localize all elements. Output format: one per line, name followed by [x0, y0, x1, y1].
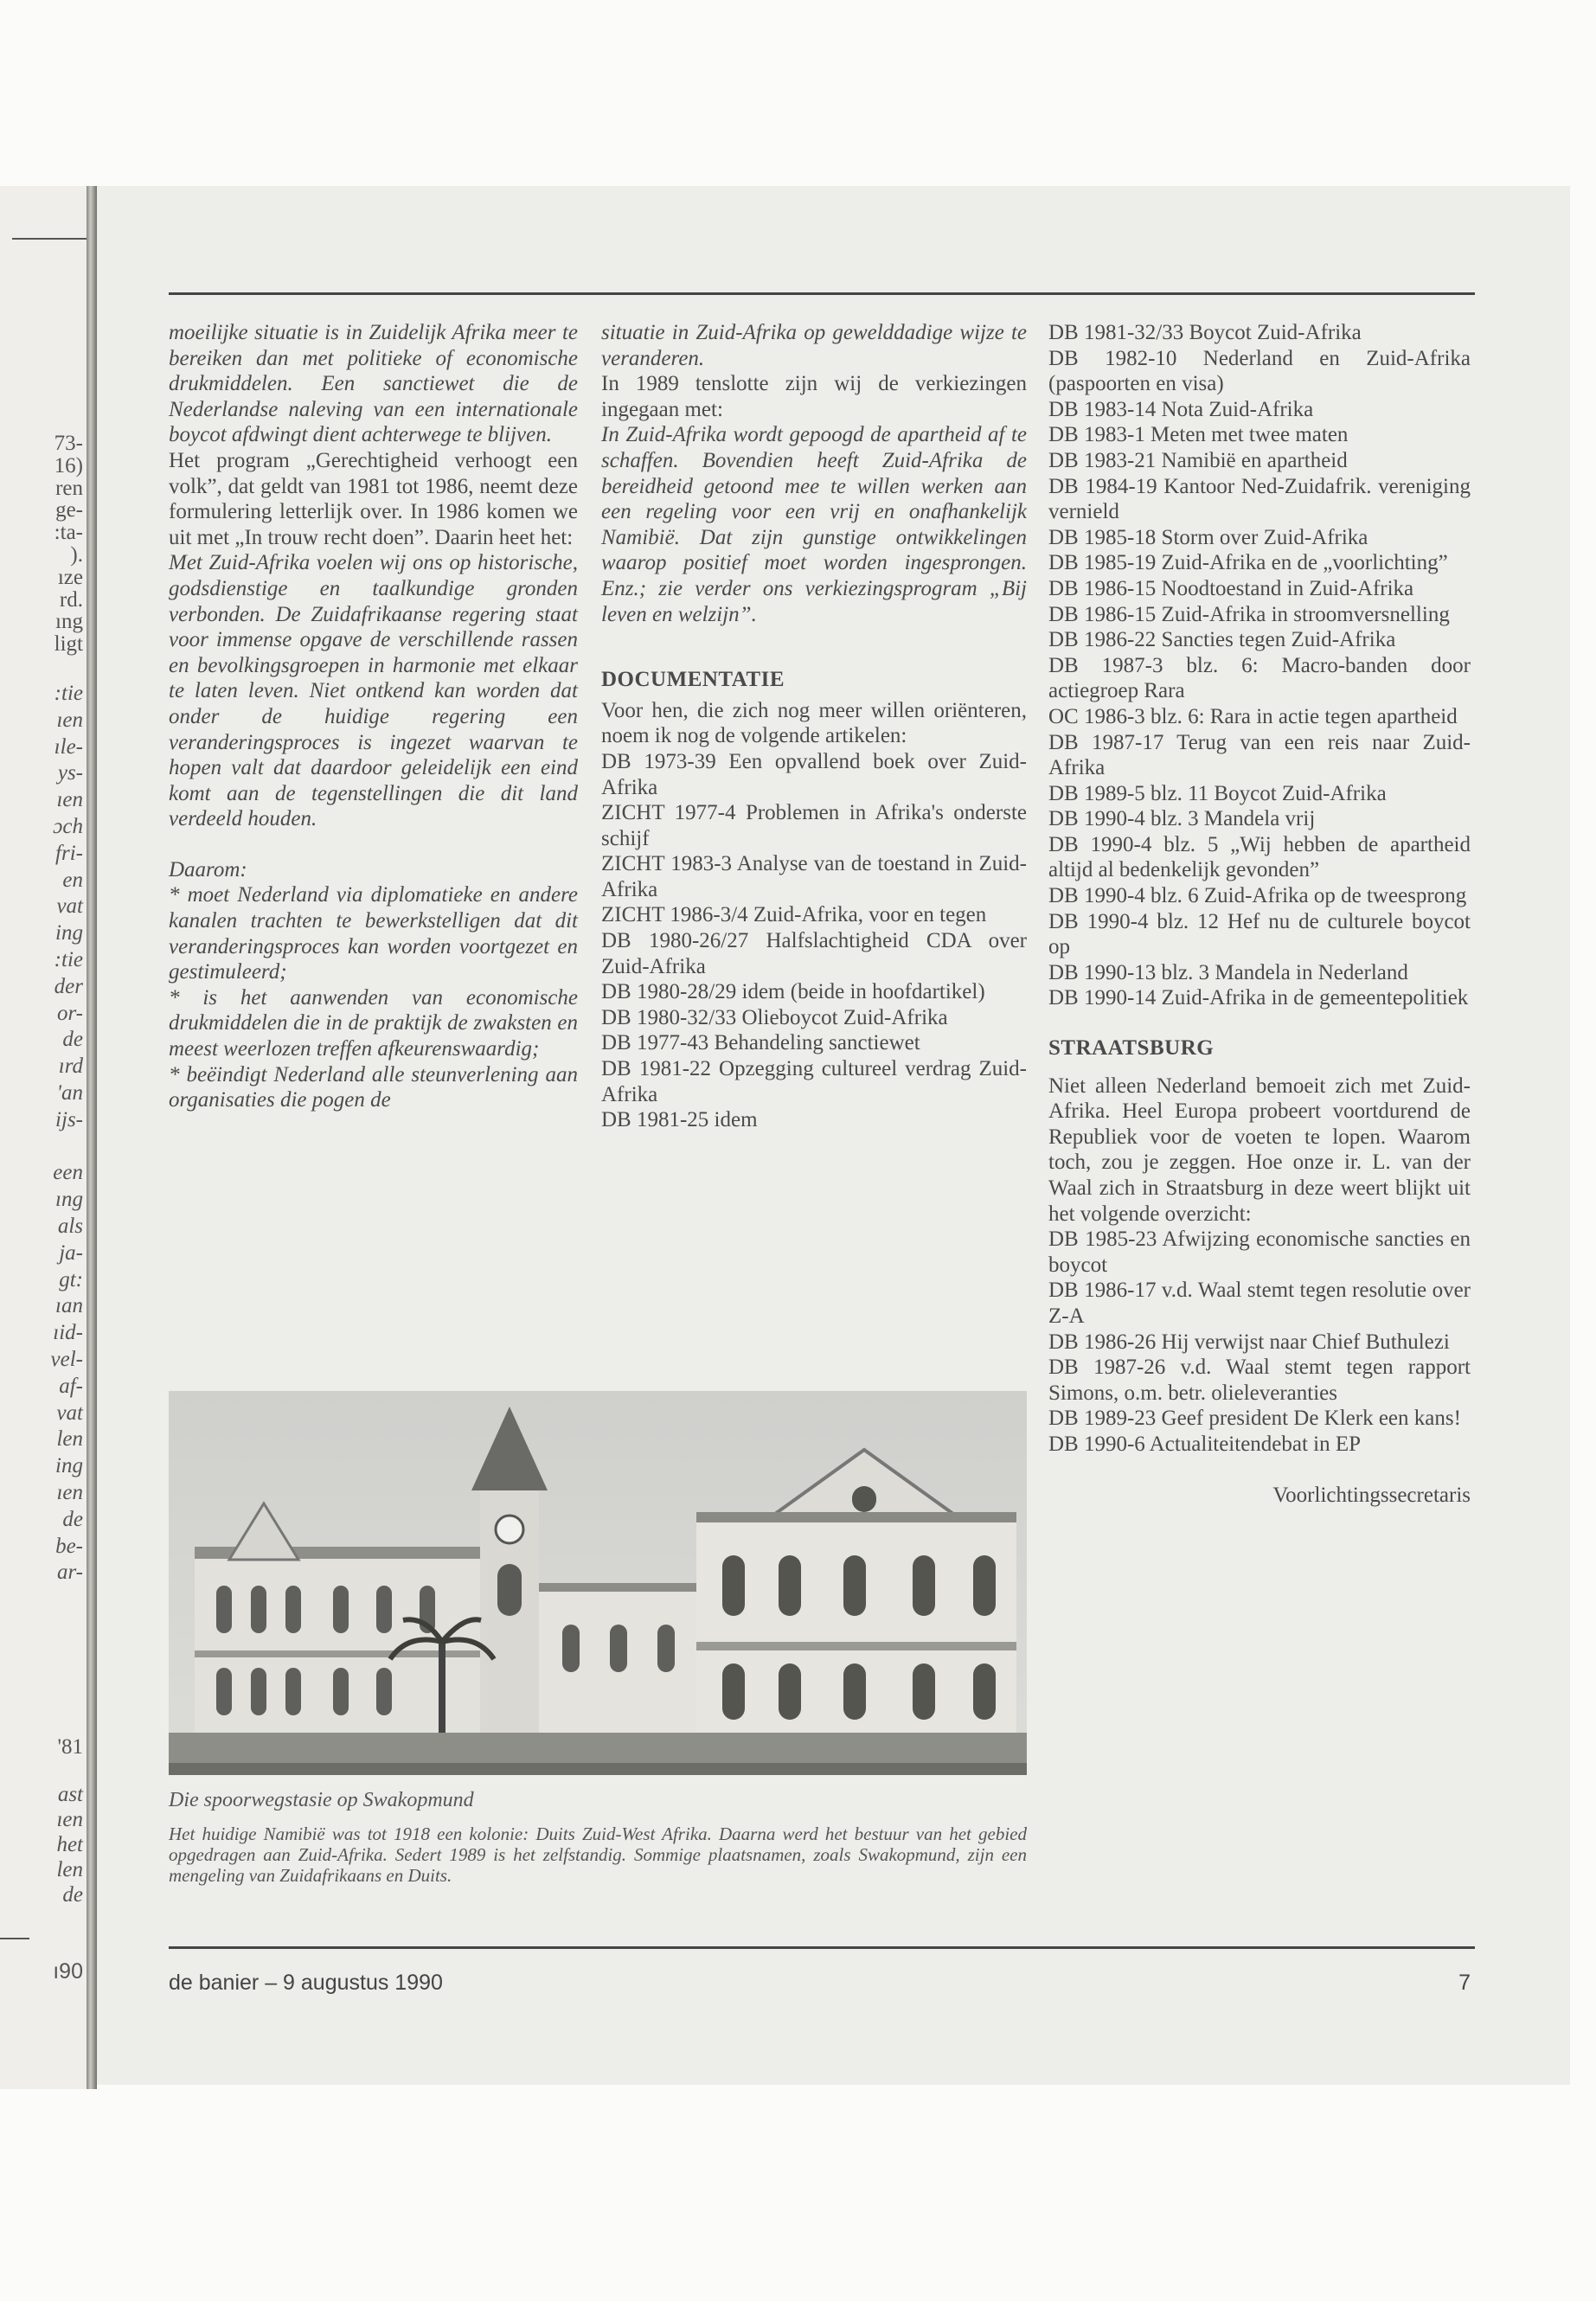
previous-page-fragment: de — [62, 1028, 83, 1052]
paragraph: In 1989 tenslotte zijn wij de verkiezingen ingegaan met: — [601, 372, 1027, 421]
reference-item: DB 1985-19 Zuid-Afrika en de „voorlichting” — [1048, 551, 1448, 575]
previous-page-fragment: vat — [56, 894, 83, 919]
article-list — [1048, 320, 1471, 1011]
previous-page-fragment: ıen — [56, 708, 83, 732]
previous-page-text-bottom — [56, 1782, 83, 1907]
previous-page-fragment: de — [62, 1883, 83, 1907]
previous-page-footer: ı90 — [53, 1959, 83, 1984]
reference-item: DB 1983-1 Meten met twee maten — [1048, 423, 1349, 447]
reference-item: DB 1983-21 Namibië en apartheid — [1048, 448, 1348, 472]
reference-item: DB 1990-4 blz. 12 Hef nu de culturele boycot op — [1048, 909, 1471, 959]
previous-page-fragment: ar- — [56, 1561, 83, 1585]
reference-item: DB 1989-23 Geef president De Klerk een kans! — [1048, 1407, 1461, 1431]
paragraph: situatie in Zuid-Afrika op gewelddadige wijze te veranderen. — [601, 321, 1027, 370]
reference-item: DB 1985-18 Storm over Zuid-Afrika — [1048, 525, 1368, 549]
reference-item: DB 1981-32/33 Boycot Zuid-Afrika — [1048, 321, 1362, 344]
reference-item: DB 1986-26 Hij verwijst naar Chief Buthulezi — [1048, 1330, 1450, 1354]
straatsburg-list — [1048, 1227, 1471, 1457]
reference-item: ZICHT 1986-3/4 Zuid-Afrika, voor en tegen — [601, 903, 987, 927]
previous-page-fragment — [51, 1134, 83, 1161]
previous-page-fragment: ys- — [57, 761, 83, 785]
previous-page-fragment: ıze — [57, 565, 83, 589]
previous-page-fragment: 'an — [56, 1080, 83, 1105]
previous-page-fragment: ırd — [58, 1054, 83, 1079]
straatsburg-intro: Niet alleen Nederland bemoeit zich met Zuid-Afrika. Heel Europa probeert voortdurend de Republiek voor de voeten te lopen. Waarom toch, zou je zeggen. Hoe onze ir. L. van der Waal zich in Straatsburg in deze weert blijkt uit het volgende overzicht: — [1048, 1074, 1471, 1226]
previous-page-year: '81 — [57, 1735, 83, 1759]
reference-item: DB 1986-15 Noodtoestand in Zuid-Afrika — [1048, 576, 1414, 600]
previous-page-fragment: ast — [57, 1783, 83, 1806]
previous-page-fragment: 16) — [54, 453, 83, 478]
divider — [0, 1938, 29, 1939]
previous-page-fragment: 73- — [54, 432, 83, 455]
previous-page-fragment: ɔch — [53, 814, 83, 838]
documentatie-intro: Voor hen, die zich nog meer willen oriënteren, noem ik nog de volgende artikelen: — [601, 698, 1027, 748]
previous-page-fragment: ). — [70, 542, 83, 567]
photo-caption-title: Die spoorwegstasie op Swakopmund — [169, 1789, 474, 1811]
reference-item: DB 1986-15 Zuid-Afrika in stroomversnelling — [1048, 602, 1450, 626]
previous-page-fragment: vat — [56, 1400, 83, 1425]
station-photo — [169, 1391, 1027, 1775]
previous-page-fragment: de — [62, 1507, 83, 1531]
previous-page-fragment: ing — [55, 921, 83, 945]
reference-item: DB 1983-14 Nota Zuid-Afrika — [1048, 397, 1314, 421]
reference-item: OC 1986-3 blz. 6: Rara in actie tegen apartheid — [1048, 704, 1458, 728]
previous-page-fragment: als — [57, 1214, 83, 1238]
reference-item: DB 1987-3 blz. 6: Macro-banden door actiegroep Rara — [1048, 653, 1471, 703]
paragraph: In Zuid-Afrika wordt gepoogd de apartheid af te schaffen. Bovendien heeft Zuid-Afrika de bereidheid getoond mee te willen werken aan een regeling voor een vrij en onafhankelijk Namibië. Dat zijn gunstige ontwikkelingen waarop positief moet worden ingesprongen. Enz.; zie verder ons verkiezingsprogram „Bij leven en welzijn”. — [601, 423, 1027, 626]
previous-page-fragment: ıen — [56, 1480, 83, 1504]
previous-page-edge — [0, 186, 87, 2089]
previous-page-fragment: en — [62, 868, 83, 892]
page-number: 7 — [1458, 1971, 1471, 1995]
previous-page-fragment: ıen — [56, 1808, 83, 1831]
previous-page-fragment: :ta- — [54, 521, 83, 545]
previous-page-fragment: ren — [55, 476, 83, 500]
paragraph: Met Zuid-Afrika voelen wij ons op historische, godsdienstige en taalkundige gronden verbonden. De Zuidafrikaanse regering staat voor immense opgave de verschillende rassen en bevolkingsgroepen in harmonie met elkaar te laten leven. Niet ontkend kan worden dat onder de huidige regering een veranderingsproces is ingezet waarvan te hopen valt dat daardoor geleidelijk een eind komt aan de tegenstellingen die dit land verdeeld houden. — [169, 551, 578, 831]
paragraph: * beëindigt Nederland alle steunverlening aan organisaties die pogen de — [169, 1062, 578, 1112]
previous-page-fragment: der — [54, 974, 83, 998]
previous-page-fragment: ijs- — [55, 1107, 83, 1131]
previous-page-fragment: ligt — [54, 632, 83, 657]
author-signature: Voorlichtingssecretaris — [1272, 1483, 1471, 1507]
previous-page-fragment: ge- — [55, 498, 83, 522]
previous-page-text-top — [54, 433, 83, 656]
reference-item: DB 1984-19 Kantoor Ned-Zuidafrik. vereniging vernield — [1048, 474, 1471, 524]
previous-page-fragment: be- — [55, 1534, 83, 1558]
paragraph: moeilijke situatie is in Zuidelijk Afrika meer te bereiken dan met politieke of economische drukmiddelen. Een sanctiewet die de Nederlandse naleving van een internationale boycot afdwingt dient achterwege te blijven. — [169, 321, 578, 447]
reference-item: DB 1980-32/33 Olieboycot Zuid-Afrika — [601, 1005, 948, 1029]
reference-item: DB 1990-4 blz. 5 „Wij hebben de apartheid altijd al bedenkelijk gevonden” — [1048, 832, 1471, 882]
reference-item: DB 1990-4 blz. 3 Mandela vrij — [1048, 807, 1316, 831]
previous-page-fragment: :tie — [54, 947, 83, 971]
column-1 — [169, 320, 578, 1113]
reference-item: DB 1987-26 v.d. Waal stemt tegen rapport Simons, o.m. betr. olieleveranties — [1048, 1356, 1471, 1405]
previous-page-fragment: :tie — [54, 682, 83, 705]
reference-item: DB 1981-22 Opzegging cultureel verdrag Zuid-Afrika — [601, 1057, 1027, 1106]
previous-page-fragment: ıan — [55, 1294, 83, 1318]
section-heading-documentatie: DOCUMENTATIE — [601, 668, 785, 692]
previous-page-fragment: ja- — [59, 1240, 83, 1265]
previous-page-fragment: ıng — [55, 610, 83, 634]
previous-page-fragment: rd. — [59, 587, 83, 612]
footer-publication: de banier – 9 augustus 1990 — [169, 1971, 443, 1995]
reference-item: DB 1973-39 Een opvallend boek over Zuid-Afrika — [601, 749, 1027, 799]
previous-page-fragment: vel- — [50, 1347, 83, 1371]
previous-page-fragment: len — [56, 1858, 83, 1881]
reference-item: DB 1990-6 Actualiteitendebat in EP — [1048, 1432, 1362, 1456]
previous-page-fragment: gt: — [59, 1267, 83, 1292]
reference-item: DB 1986-17 v.d. Waal stemt tegen resolutie over Z-A — [1048, 1279, 1471, 1328]
top-rule — [169, 292, 1475, 295]
reference-item: DB 1982-10 Nederland en Zuid-Afrika (paspoorten en visa) — [1048, 346, 1471, 396]
divider — [12, 238, 87, 240]
paragraph: Het program „Gerechtigheid verhoogt een volk”, dat geldt van 1981 tot 1986, neemt deze formulering letterlijk over. In 1986 komen we uit met „In trouw recht doen”. Daarin heet het: — [169, 448, 578, 549]
reference-item: DB 1980-28/29 idem (beide in hoofdartikel) — [601, 980, 985, 1004]
previous-page-text-middle — [51, 681, 83, 1586]
book-spine — [87, 186, 97, 2089]
previous-page-fragment: fri- — [55, 841, 83, 865]
column-3 — [1048, 320, 1471, 1508]
photo-caption-text: Het huidige Namibië was tot 1918 een kolonie: Duits Zuid-West Afrika. Daarna werd het bestuur van het gebied opgedragen aan Zuid-Afrika. Sedert 1989 is het zelfstandig. Sommige plaatsnamen, zoals Swakopmund, zijn een mengeling van Zuidafrikaans en Duits. — [169, 1823, 1027, 1886]
paragraph: Daarom: — [169, 857, 247, 881]
reference-item: DB 1989-5 blz. 11 Boycot Zuid-Afrika — [1048, 781, 1387, 805]
reference-item: ZICHT 1983-3 Analyse van de toestand in Zuid-Afrika — [601, 852, 1027, 901]
paragraph: * is het aanwenden van economische drukmiddelen die in de praktijk de zwaksten en meest weerlozen treffen afkeurenswaardig; — [169, 985, 578, 1061]
previous-page-fragment: het — [56, 1833, 83, 1856]
section-heading-straatsburg: STRAATSBURG — [1048, 1036, 1215, 1061]
bottom-rule — [169, 1946, 1475, 1949]
reference-item: ZICHT 1977-4 Problemen in Afrika's onderste schijf — [601, 801, 1027, 850]
reference-item: DB 1990-14 Zuid-Afrika in de gemeentepolitiek — [1048, 986, 1469, 1010]
previous-page-fragment: ıen — [56, 788, 83, 812]
reference-item: DB 1987-17 Terug van een reis naar Zuid-Afrika — [1048, 730, 1471, 780]
reference-item: DB 1990-13 blz. 3 Mandela in Nederland — [1048, 960, 1408, 984]
previous-page-fragment: or- — [56, 1001, 83, 1025]
previous-page-fragment: len — [56, 1427, 83, 1452]
column-2 — [601, 320, 1027, 1133]
previous-page-fragment: ıng — [55, 1188, 83, 1212]
reference-item: DB 1986-22 Sancties tegen Zuid-Afrika — [1048, 628, 1396, 652]
documentatie-list — [601, 749, 1027, 1133]
reference-item: DB 1985-23 Afwijzing economische sancties en boycot — [1048, 1227, 1471, 1277]
reference-item: DB 1977-43 Behandeling sanctiewet — [601, 1031, 920, 1055]
reference-item: DB 1980-26/27 Halfslachtigheid CDA over Zuid-Afrika — [601, 929, 1027, 978]
previous-page-fragment: af- — [59, 1374, 83, 1398]
paragraph: * moet Nederland via diplomatieke en andere kanalen trachten te bewerkstelligen dat dit veranderingsproces kan worden voortgezet en gestimuleerd; — [169, 883, 578, 984]
previous-page-fragment: een — [53, 1161, 83, 1185]
previous-page-fragment: ıid- — [53, 1321, 83, 1345]
previous-page-fragment: ıle- — [54, 734, 83, 759]
previous-page-fragment: ing — [55, 1454, 83, 1478]
reference-item: DB 1981-25 idem — [601, 1108, 758, 1132]
reference-item: DB 1990-4 blz. 6 Zuid-Afrika op de tweesprong — [1048, 884, 1467, 908]
